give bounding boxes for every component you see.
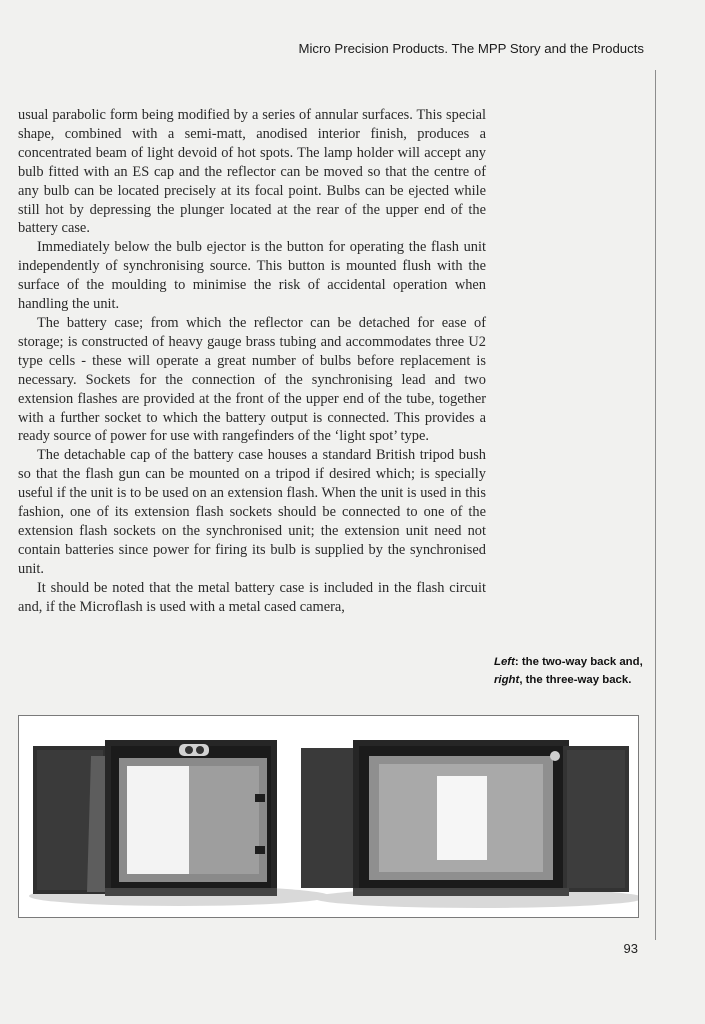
paragraph-5: It should be noted that the metal battery case is included in the flash circuit and, if the Microflash is used with a metal cased camera, [18, 579, 486, 615]
figure-caption [494, 654, 649, 690]
page-edge-line [655, 70, 656, 940]
caption-left-label: Left [494, 656, 515, 668]
paragraph-2: Immediately below the bulb ejector is the button for operating the flash unit independently of synchronising source. This button is mounted flush with the surface of the moulding to minimise the risk of accidental operation when handling the unit. [18, 239, 486, 313]
caption-part2: , the three-way back. [519, 673, 632, 686]
figure-photo [18, 715, 639, 918]
paragraph-1: usual parabolic form being modified by a series of annular surfaces. This special shape, combined with a semi-matt, anodised interior finish, produces a concentrated beam of light devoid of hot spots. The lamp holder will accept any bulb fitted with an ES cap and the reflector can be moved so that the centre of any bulb can be located precisely at its focal point. Bulbs can be ejected while still hot by depressing the plunger located at the rear of the upper end of the battery case. [18, 107, 486, 237]
three-way-back-image [301, 740, 629, 896]
two-way-back-image [33, 740, 277, 896]
running-header: Micro Precision Products. The MPP Story and the Products [298, 41, 644, 56]
caption-part1: : the two-way back and, [514, 656, 643, 668]
paragraph-3: The battery case; from which the reflector can be detached for ease of storage; is constructed of heavy gauge brass tubing and accommodates three U2 type cells - these will operate a great number of bulbs before replacement is necessary. Sockets for the connection of the synchronising lead and two extension flashes are provided at the front of the upper end of the tube, together with a further socket to which the battery output is connected. This provides a ready source of power for use with rangefinders of the ‘light spot’ type. [18, 314, 486, 445]
camera-backs-illustration [19, 716, 638, 917]
paragraph-4: The detachable cap of the battery case houses a standard British tripod bush so that the flash gun can be mounted on a tripod if desired which; is specially useful if the unit is to be used on an extension flash. When the unit is used in this fashion, one of its extension flash sockets should be connected to one of the extension flash sockets on the synchronised unit; the extension unit need not contain batteries since power for firing its bulb is supplied by the synchronised unit. [18, 447, 486, 577]
body-text [18, 106, 486, 616]
page-number: 93 [623, 941, 638, 956]
caption-right-label: right [494, 673, 520, 686]
